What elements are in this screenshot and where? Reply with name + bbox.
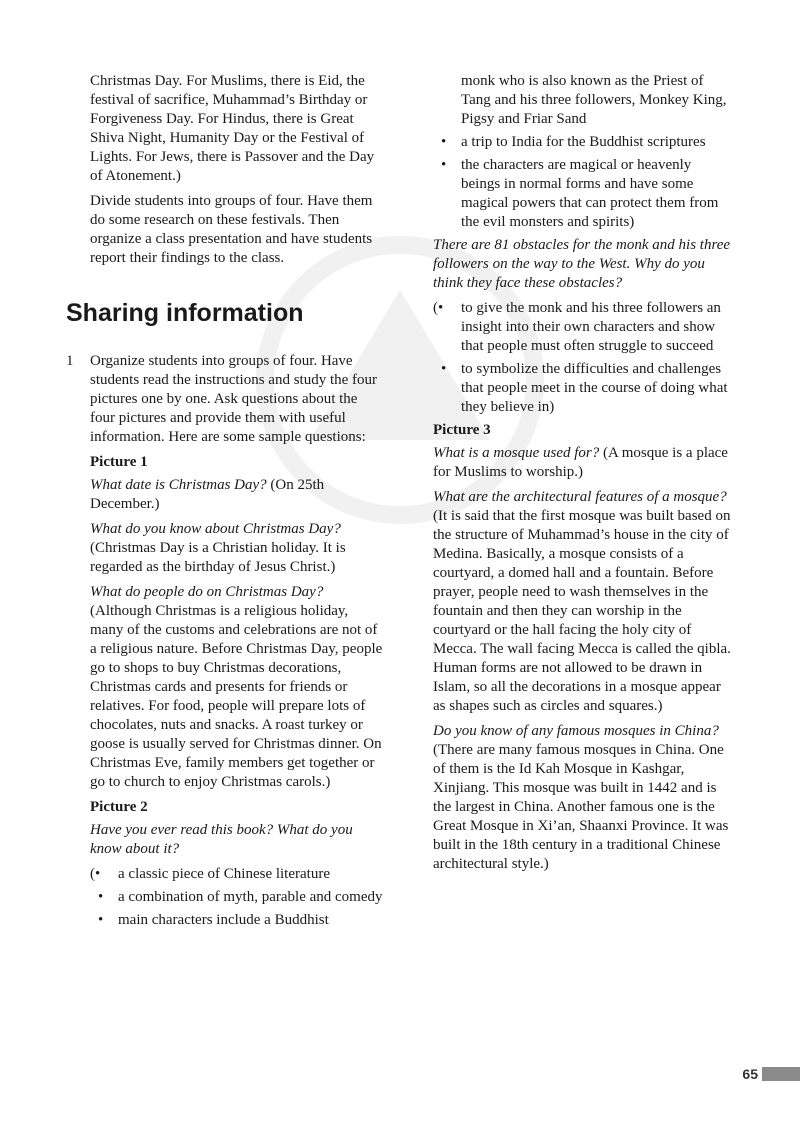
question: What date is Christmas Day?: [90, 477, 267, 493]
picture-1-label: Picture 1: [90, 454, 148, 470]
bullet-text: the characters are magical or heavenly beings in normal forms and have some magical powers that can protect them from the evil monsters and spirits): [461, 157, 719, 230]
question: Have you ever read this book? What do you know about it?: [90, 822, 353, 857]
bullet-text: a combination of myth, parable and comedy: [118, 889, 383, 905]
bullet-marker: •: [441, 134, 447, 150]
obstacle-bullets: [433, 299, 733, 417]
picture-2-bullets: [90, 865, 384, 930]
bullet-marker: (•: [433, 300, 444, 316]
bullet-marker: •: [98, 912, 104, 928]
bullet-marker: (•: [90, 866, 101, 882]
question: What do you know about Christmas Day?: [90, 521, 341, 537]
picture-1-qa-1: [90, 476, 384, 514]
answer: (A mosque is a place for Muslims to worship.): [433, 445, 728, 480]
list-item: [433, 360, 733, 417]
question: What do people do on Christmas Day?: [90, 584, 324, 600]
picture-1-qa-3: [90, 583, 384, 792]
answer: (It is said that the first mosque was built based on the structure of Muhammad’s house in the city of Medina. Basically, a mosque consists of a courtyard, a domed hall and a fountain. Before prayer, people need to wash themselves in the fountain and then they can worship in the courtyard or the hall facing the holy city of Mecca. The wall facing Mecca is called the qibla. Human forms are not allowed to be drawn in Islam, so all the decorations in a mosque appear as shapes such as circles and squares.): [433, 508, 731, 714]
picture-2-label: Picture 2: [90, 799, 148, 815]
bullet-marker: •: [441, 157, 447, 173]
bullet-text: to symbolize the difficulties and challenges that people meet in the course of doing what they believe in): [461, 361, 728, 415]
bullet-text: main characters include a Buddhist: [118, 912, 329, 928]
answer: (Christmas Day is a Christian holiday. It is regarded as the birthday of Jesus Christ.): [90, 540, 346, 575]
item-text: Organize students into groups of four. Have students read the instructions and study the four pictures one by one. Ask questions about the four pictures and provide them with useful information. Here are some sample questions:: [90, 353, 378, 445]
list-item: [433, 156, 733, 232]
right-column: [433, 72, 733, 880]
list-item: [90, 911, 384, 930]
picture-3-qa-1: [433, 444, 733, 482]
list-item: [433, 299, 733, 356]
numbered-item-1: [66, 352, 384, 447]
list-item: [433, 133, 733, 152]
section-heading: Sharing information: [66, 299, 304, 327]
intro-block: [66, 72, 384, 268]
bullet-text: to give the monk and his three followers an insight into their own characters and show that people must often struggle to succeed: [461, 300, 721, 354]
list-item: [90, 888, 384, 907]
divide-paragraph: Divide students into groups of four. Have them do some research on these festivals. Then organize a class presentation and have students report their findings to the class.: [90, 193, 373, 266]
bullet-continuation: monk who is also known as the Priest of Tang and his three followers, Monkey King, Pigsy and Friar Sand: [461, 73, 727, 127]
question: There are 81 obstacles for the monk and his three followers on the way to the West. Why do you think they face these obstacles?: [433, 237, 731, 291]
picture-3-qa-3: [433, 722, 733, 874]
bullet-marker: •: [441, 361, 447, 377]
answer: (On 25th December.): [90, 477, 325, 512]
picture-3-label: Picture 3: [433, 422, 491, 438]
page-number-text: 65: [742, 1065, 758, 1082]
bullet-marker: •: [98, 889, 104, 905]
question: Do you know of any famous mosques in China?: [433, 723, 719, 739]
page-number-bar: [762, 1067, 800, 1081]
pictures-block: [66, 453, 384, 930]
intro-continuation: Christmas Day. For Muslims, there is Eid, the festival of sacrifice, Muhammad’s Birthday or Forgiveness Day. For Hindus, there is Great Shiva Night, Humanity Day or the Festival of Lights. For Jews, there is Passover and the Day of Atonement.): [90, 73, 375, 184]
picture-2-question: [90, 821, 384, 859]
picture-2-bullets-cont: [433, 133, 733, 232]
bullet-text: a trip to India for the Buddhist scriptures: [461, 134, 706, 150]
picture-1-qa-2: [90, 520, 384, 577]
item-number: 1: [66, 353, 74, 369]
bullet-text: a classic piece of Chinese literature: [118, 866, 330, 882]
list-item: [90, 865, 384, 884]
picture-3-qa-2: [433, 488, 733, 716]
question: What are the architectural features of a mosque?: [433, 489, 727, 505]
question: What is a mosque used for?: [433, 445, 600, 461]
page-number: [742, 1065, 800, 1083]
answer: (There are many famous mosques in China. One of them is the Id Kah Mosque in Kashgar, Xinjiang. This mosque was built in 1442 and is the largest in China. Another famous one is the Great Mosque in Xi’an, Shaanxi Province. It was built in the 18th century in a traditional Chinese architectural style.): [433, 742, 729, 872]
answer: (Although Christmas is a religious holiday, many of the customs and celebrations are not of a religious nature. Before Christmas Day, people go to shops to buy Christmas decorations, Christmas cards and presents for friends or relatives. For food, people will prepare lots of chocolates, nuts and snacks. A roast turkey or goose is usually served for Christmas dinner. On Christmas Eve, family members get together or go to church to enjoy Christmas carols.): [90, 603, 383, 790]
picture-2-question-2: [433, 236, 733, 293]
left-column: [66, 72, 384, 934]
